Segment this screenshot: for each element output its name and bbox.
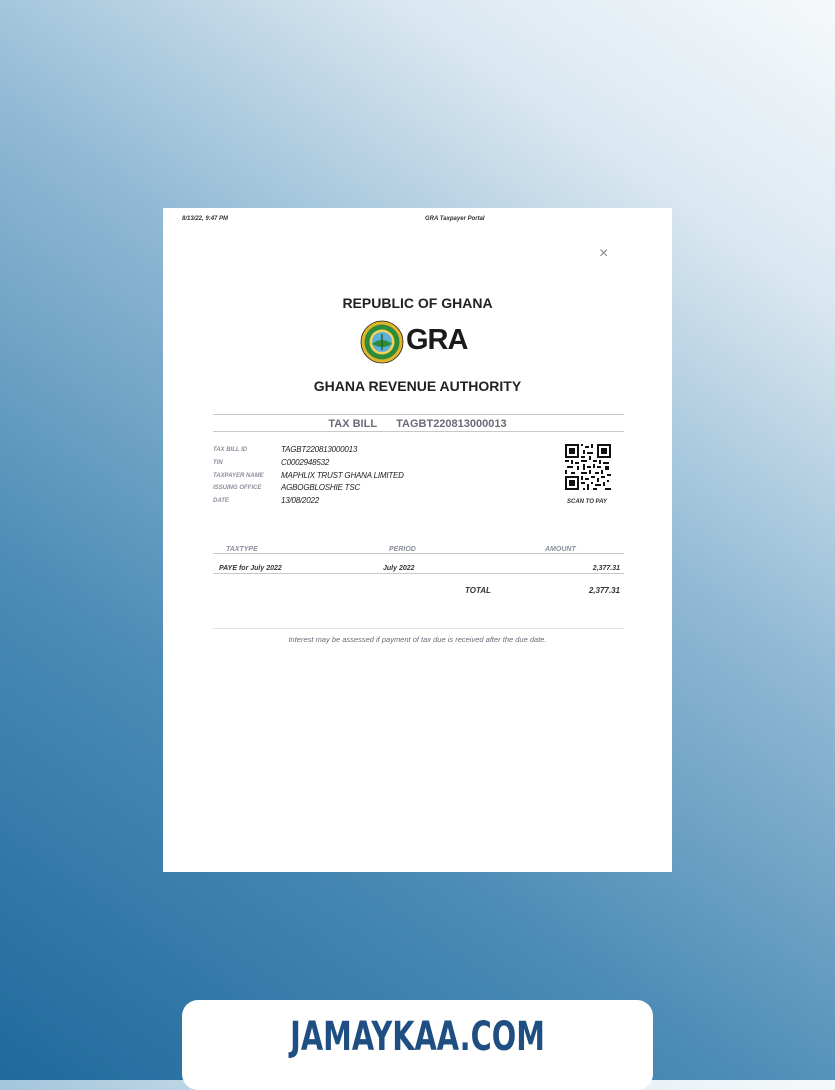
detail-value: 13/08/2022 (281, 496, 320, 506)
divider (213, 573, 624, 574)
gra-logo (360, 320, 480, 364)
table-cell-amount: 2,377.31 (592, 565, 620, 572)
scan-to-pay-label: SCAN TO PAY (566, 499, 607, 505)
column-header-period: PERIOD (389, 546, 416, 553)
column-header-amount: AMOUNT (545, 546, 576, 553)
divider (213, 414, 624, 415)
detail-value: MAPHLIX TRUST GHANA LIMITED (281, 470, 404, 480)
detail-label: DATE (213, 498, 229, 505)
bill-title (163, 418, 672, 430)
interest-note: Interest may be assessed if payment of tax due is received after the due date. (288, 635, 547, 644)
tax-bill-document (163, 208, 672, 872)
authority-heading: GHANA REVENUE AUTHORITY (313, 378, 522, 394)
bill-title-id: TAGBT220813000013 (396, 418, 507, 430)
banner-text: JAMAYKAA.COM (290, 1014, 545, 1060)
divider (213, 628, 624, 629)
detail-label: TAXPAYER NAME (213, 472, 264, 479)
table-cell-period: July 2022 (383, 565, 415, 572)
detail-value: TAGBT220813000013 (281, 445, 358, 454)
republic-heading: REPUBLIC OF GHANA (342, 295, 493, 311)
detail-label: TIN (213, 459, 223, 466)
table-cell-taxtype: PAYE for July 2022 (219, 565, 282, 572)
bill-title-label: TAX BILL (328, 418, 378, 430)
detail-label: ISSUING OFFICE (213, 485, 262, 492)
divider (213, 431, 624, 432)
total-label: TOTAL (465, 586, 491, 595)
close-icon[interactable]: × (599, 245, 609, 262)
divider (213, 553, 624, 554)
total-value: 2,377.31 (588, 586, 620, 595)
detail-label: TAX BILL ID (213, 447, 248, 453)
gra-seal-icon (360, 320, 404, 364)
gra-logo-text: GRA (406, 324, 468, 356)
watermark-banner (182, 1000, 653, 1090)
detail-value: C0002948532 (281, 457, 330, 467)
detail-value: AGBOGBLOSHIE TSC (281, 483, 361, 493)
qr-code-icon[interactable] (565, 444, 611, 490)
print-title: GRA Taxpayer Portal (425, 216, 485, 222)
print-date: 8/13/22, 9:47 PM (182, 216, 229, 222)
column-header-taxtype: TAXTYPE (226, 546, 258, 553)
